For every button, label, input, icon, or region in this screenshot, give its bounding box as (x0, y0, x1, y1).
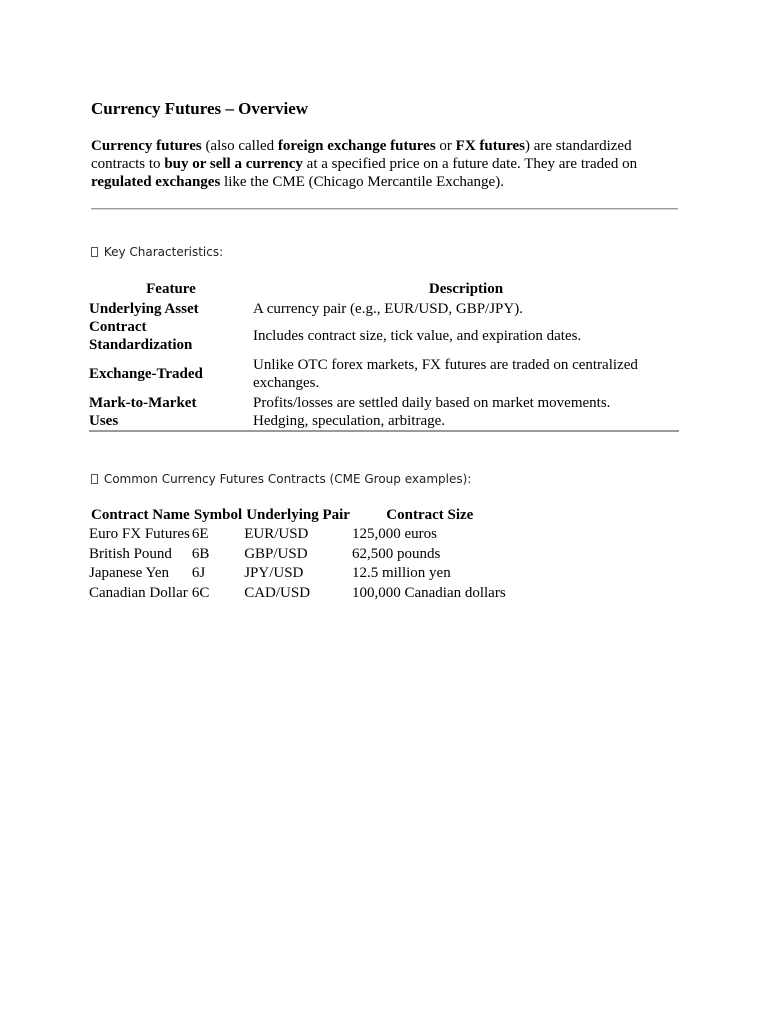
symbol-cell: 6J (191, 565, 206, 582)
underlying-pair-cell: GBP/USD (244, 545, 308, 562)
intro-text: like the CME (Chicago Mercantile Exchange). (220, 174, 504, 190)
description-cell: Includes contract size, tick value, and expiration dates. (253, 328, 582, 344)
column-header-contract-name: Contract Name (91, 507, 190, 523)
table-row (89, 318, 679, 354)
underlying-pair-cell: CAD/USD (244, 584, 311, 601)
section-heading-text: Key Characteristics: (103, 245, 224, 259)
contract-name-cell: Canadian Dollar (89, 584, 188, 601)
intro-bold-term: foreign exchange futures (277, 138, 436, 154)
feature-cell: Exchange-Traded (89, 365, 203, 382)
table-row (89, 564, 508, 584)
column-header-contract-size: Contract Size (386, 507, 474, 523)
intro-paragraph (91, 137, 681, 191)
section-heading-contracts (91, 472, 471, 486)
table-row (89, 412, 679, 431)
description-cell: Profits/losses are settled daily based on market movements. (253, 394, 611, 411)
section-heading-text: Common Currency Futures Contracts (CME Group examples): (103, 472, 472, 486)
intro-bold-term: FX futures (455, 138, 525, 154)
characteristics-table (89, 280, 679, 432)
contract-size-cell: 100,000 Canadian dollars (351, 584, 506, 601)
page-title: Currency Futures – Overview (91, 99, 309, 118)
column-header-description: Description (428, 281, 504, 297)
intro-bold-term: regulated exchanges (91, 174, 221, 190)
contract-name-cell: Japanese Yen (89, 565, 169, 582)
underlying-pair-cell: EUR/USD (244, 526, 309, 543)
table-row (89, 525, 508, 545)
contract-size-cell: 62,500 pounds (351, 545, 441, 562)
table-row (89, 299, 679, 318)
contract-name-cell: Euro FX Futures (89, 526, 190, 543)
description-cell: Unlike OTC forex markets, FX futures are traded on centralized exchanges. (253, 357, 638, 391)
underlying-pair-cell: JPY/USD (244, 565, 304, 582)
table-row (89, 393, 679, 412)
column-header-symbol: Symbol (193, 507, 243, 523)
feature-cell: Mark-to-Market (89, 394, 197, 411)
column-header-underlying-pair: Underlying Pair (246, 507, 350, 523)
intro-text: ) are standardized contracts to (91, 138, 632, 172)
table-row (89, 584, 508, 604)
missing-glyph-icon (91, 247, 98, 257)
contract-size-cell: 12.5 million yen (351, 565, 451, 582)
contract-name-cell: British Pound (89, 545, 172, 562)
contract-size-cell: 125,000 euros (351, 526, 437, 543)
intro-bold-term: Currency futures (91, 138, 202, 154)
symbol-cell: 6B (191, 545, 210, 562)
horizontal-divider (91, 208, 678, 210)
symbol-cell: 6E (191, 526, 209, 543)
intro-text: or (435, 138, 456, 154)
contracts-table (89, 506, 508, 603)
intro-text: at a specified price on a future date. They are traded on (302, 156, 638, 172)
missing-glyph-icon (91, 474, 98, 484)
table-row (89, 545, 508, 565)
section-heading-key-characteristics (91, 245, 223, 259)
table-row (89, 354, 679, 393)
column-header-feature: Feature (146, 281, 196, 297)
feature-cell: Contract Standardization (89, 319, 193, 353)
description-cell: A currency pair (e.g., EUR/USD, GBP/JPY). (253, 300, 523, 317)
description-cell: Hedging, speculation, arbitrage. (253, 413, 446, 429)
feature-cell: Uses (89, 413, 119, 429)
symbol-cell: 6C (191, 584, 210, 601)
feature-cell: Underlying Asset (89, 300, 199, 317)
intro-bold-term: buy or sell a currency (164, 156, 303, 172)
intro-text: (also called (201, 138, 278, 154)
